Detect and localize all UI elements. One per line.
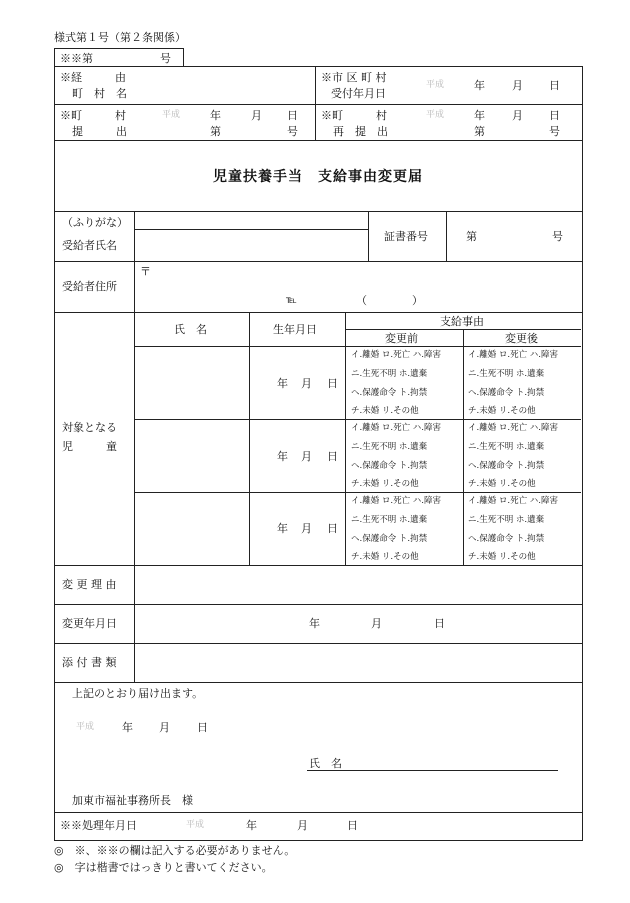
postal-mark: 〒 <box>140 265 151 278</box>
cert-go: 号 <box>552 230 563 243</box>
child-2-dob-month: 月 <box>301 450 312 463</box>
child-2-after-reason[interactable]: ヘ.保護命令 ト.拘禁 <box>468 461 545 471</box>
recipient-name-field[interactable] <box>136 231 366 259</box>
col-name-header: 氏 名 <box>174 323 207 336</box>
child-1-after-reason[interactable]: イ.離婚 ロ.死亡 ハ.障害 <box>468 350 559 360</box>
top-number-prefix: ※※第 <box>60 52 93 65</box>
resubmit-day: 日 <box>549 109 560 122</box>
child-1-before-reason[interactable]: ニ.生死不明 ホ.遺棄 <box>351 369 428 379</box>
submit-label-2: 提 出 <box>72 125 127 138</box>
child-3-before-reason[interactable]: チ.未婚 リ.その他 <box>351 552 419 562</box>
resubmit-year: 年 <box>474 109 485 122</box>
reception-era: 平成 <box>426 80 445 90</box>
processing-date-label: ※※処理年月日 <box>60 819 137 832</box>
change-date-day: 日 <box>434 617 445 630</box>
child-3-name-field[interactable] <box>136 494 248 564</box>
declaration-era: 平成 <box>76 722 95 732</box>
tel-mark: ℡ <box>286 295 297 306</box>
child-2-name-field[interactable] <box>136 421 248 491</box>
change-date-year: 年 <box>309 617 320 630</box>
declaration-year: 年 <box>122 721 133 734</box>
children-label: 対象となる <box>62 421 117 434</box>
child-2-dob-year: 年 <box>277 450 288 463</box>
child-2-before-reason[interactable]: ヘ.保護命令 ト.拘禁 <box>351 461 428 471</box>
children-label-2: 児 童 <box>62 440 117 453</box>
processing-day: 日 <box>347 819 358 832</box>
signature-line[interactable] <box>307 770 558 771</box>
address-label: 受給者住所 <box>62 280 117 293</box>
col-reason-header: 支給事由 <box>440 315 484 328</box>
col-before-header: 変更前 <box>385 332 418 345</box>
child-3-before-reason[interactable]: ヘ.保護命令 ト.拘禁 <box>351 534 428 544</box>
child-3-after-reason[interactable]: ヘ.保護命令 ト.拘禁 <box>468 534 545 544</box>
child-3-before-reason[interactable]: イ.離婚 ロ.死亡 ハ.障害 <box>351 496 442 506</box>
col-after-header: 変更後 <box>505 332 538 345</box>
child-1-dob-day: 日 <box>327 377 338 390</box>
declaration-text: 上記のとおり届け出ます。 <box>72 687 204 700</box>
col-dob-header: 生年月日 <box>273 323 317 336</box>
furigana-field[interactable] <box>136 213 366 228</box>
child-1-after-reason[interactable]: チ.未婚 リ.その他 <box>468 406 536 416</box>
submit-day: 日 <box>287 109 298 122</box>
child-2-before-reason[interactable]: イ.離婚 ロ.死亡 ハ.障害 <box>351 423 442 433</box>
child-3-after-reason[interactable]: チ.未婚 リ.その他 <box>468 552 536 562</box>
resubmit-dai: 第 <box>474 125 485 138</box>
keiyu-label: ※経 由 <box>60 71 126 84</box>
note-2: ◎ 字は楷書ではっきりと書いてください。 <box>54 861 273 874</box>
child-2-after-reason[interactable]: ニ.生死不明 ホ.遺棄 <box>468 442 545 452</box>
recipient-name-label: 受給者氏名 <box>62 239 117 252</box>
cert-number-label: 証書番号 <box>384 230 428 243</box>
processing-month: 月 <box>297 819 308 832</box>
declaration-month: 月 <box>159 721 170 734</box>
submit-dai: 第 <box>210 125 221 138</box>
submit-era: 平成 <box>162 110 181 120</box>
resubmit-label-2: 再 提 出 <box>333 125 388 138</box>
processing-era: 平成 <box>186 820 205 830</box>
child-3-dob-month: 月 <box>301 522 312 535</box>
child-3-dob-day: 日 <box>327 522 338 535</box>
declaration-day: 日 <box>197 721 208 734</box>
resubmit-month: 月 <box>512 109 523 122</box>
choson-name-label: 町 村 名 <box>72 87 127 100</box>
child-1-name-field[interactable] <box>136 348 248 418</box>
tel-paren-close: ） <box>412 294 423 307</box>
processing-year: 年 <box>246 819 257 832</box>
child-1-before-reason[interactable]: ヘ.保護命令 ト.拘禁 <box>351 388 428 398</box>
submit-label: ※町 村 <box>60 109 126 122</box>
resubmit-era: 平成 <box>426 110 445 120</box>
child-2-after-reason[interactable]: イ.離婚 ロ.死亡 ハ.障害 <box>468 423 559 433</box>
child-1-dob-month: 月 <box>301 377 312 390</box>
cert-dai: 第 <box>466 230 477 243</box>
child-2-dob-day: 日 <box>327 450 338 463</box>
reception-day: 日 <box>549 79 560 92</box>
child-1-before-reason[interactable]: イ.離婚 ロ.死亡 ハ.障害 <box>351 350 442 360</box>
city-label: ※市 区 町 村 <box>321 71 387 84</box>
child-3-after-reason[interactable]: ニ.生死不明 ホ.遺棄 <box>468 515 545 525</box>
child-3-dob-year: 年 <box>277 522 288 535</box>
form-number: 様式第１号（第２条関係） <box>54 31 186 44</box>
reception-month: 月 <box>512 79 523 92</box>
top-number-suffix: 号 <box>160 52 171 65</box>
reception-year: 年 <box>474 79 485 92</box>
resubmit-label: ※町 村 <box>321 109 387 122</box>
reception-date-label: 受付年月日 <box>331 87 386 100</box>
child-1-before-reason[interactable]: チ.未婚 リ.その他 <box>351 406 419 416</box>
submit-month: 月 <box>251 109 262 122</box>
change-reason-label: 変 更 理 由 <box>62 578 117 591</box>
child-2-before-reason[interactable]: チ.未婚 リ.その他 <box>351 479 419 489</box>
change-date-month: 月 <box>371 617 382 630</box>
change-reason-field[interactable] <box>136 567 580 603</box>
note-1: ◎ ※、※※の欄は記入する必要がありません。 <box>54 844 296 857</box>
child-2-after-reason[interactable]: チ.未婚 リ.その他 <box>468 479 536 489</box>
submit-year: 年 <box>210 109 221 122</box>
resubmit-go: 号 <box>549 125 560 138</box>
addressee: 加東市福祉事務所長 様 <box>72 794 193 807</box>
child-1-after-reason[interactable]: ヘ.保護命令 ト.拘禁 <box>468 388 545 398</box>
change-date-label: 変更年月日 <box>62 617 117 630</box>
form-title: 児童扶養手当 支給事由変更届 <box>213 169 423 185</box>
child-2-before-reason[interactable]: ニ.生死不明 ホ.遺棄 <box>351 442 428 452</box>
signature-name-label: 氏 名 <box>309 757 342 770</box>
furigana-label: （ふりがな） <box>62 216 128 229</box>
child-1-after-reason[interactable]: ニ.生死不明 ホ.遺棄 <box>468 369 545 379</box>
attachments-label: 添 付 書 類 <box>62 656 117 669</box>
child-1-dob-year: 年 <box>277 377 288 390</box>
submit-go: 号 <box>287 125 298 138</box>
child-3-before-reason[interactable]: ニ.生死不明 ホ.遺棄 <box>351 515 428 525</box>
child-3-after-reason[interactable]: イ.離婚 ロ.死亡 ハ.障害 <box>468 496 559 506</box>
tel-paren-open: （ <box>356 294 367 307</box>
attachments-field[interactable] <box>136 645 580 681</box>
